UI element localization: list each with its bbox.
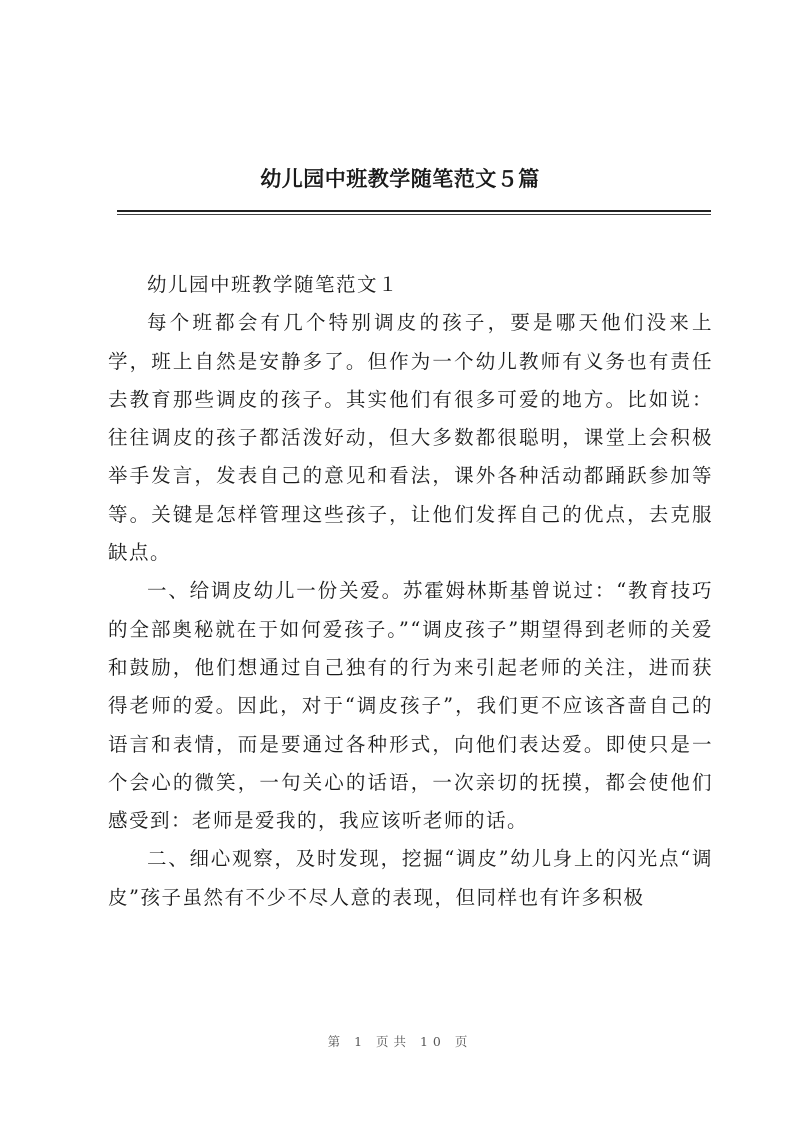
title-underline bbox=[117, 210, 711, 212]
paragraph-intro: 每个班都会有几个特别调皮的孩子，要是哪天他们没来上学，班上自然是安静多了。但作为一个幼儿教师有义务也有责任去教育那些调皮的孩子。其实他们有很多可爱的地方。比如说：往往调皮的孩子都活泼好动，但大多数都很聪明，课堂上会积极举手发言，发表自己的意见和看法，课外各种活动都踊跃参加等等。关键是怎样管理这些孩子，让他们发挥自己的优点，去克服缺点。 bbox=[108, 311, 713, 565]
document-title: 幼儿园中班教学随笔范文５篇 bbox=[260, 166, 540, 191]
document-body bbox=[108, 266, 713, 917]
paragraph-point-one: 一、给调皮幼儿一份关爱。苏霍姆林斯基曾说过：“教育技巧的全部奥秘就在于如何爱孩子。”“调皮孩子”期望得到老师的关爱和鼓励，他们想通过自己独有的行为来引起老师的关注，进而获得老师的爱。因此，对于“调皮孩子”，我们更不应该吝啬自己的语言和表情，而是要通过各种形式，向他们表达爱。即使只是一个会心的微笑，一句关心的话语，一次亲切的抚摸，都会使他们感受到：老师是爱我的，我应该听老师的话。 bbox=[108, 579, 713, 833]
paragraph-point-two: 二、细心观察，及时发现，挖掘“调皮”幼儿身上的闪光点“调皮”孩子虽然有不少不尽人意的表现，但同样也有许多积极 bbox=[108, 847, 713, 909]
section-heading: 幼儿园中班教学随笔范文１ bbox=[147, 273, 400, 296]
title-underline-thin bbox=[117, 214, 711, 215]
page-number-footer: 第 1 页共 10 页 bbox=[327, 1034, 473, 1049]
